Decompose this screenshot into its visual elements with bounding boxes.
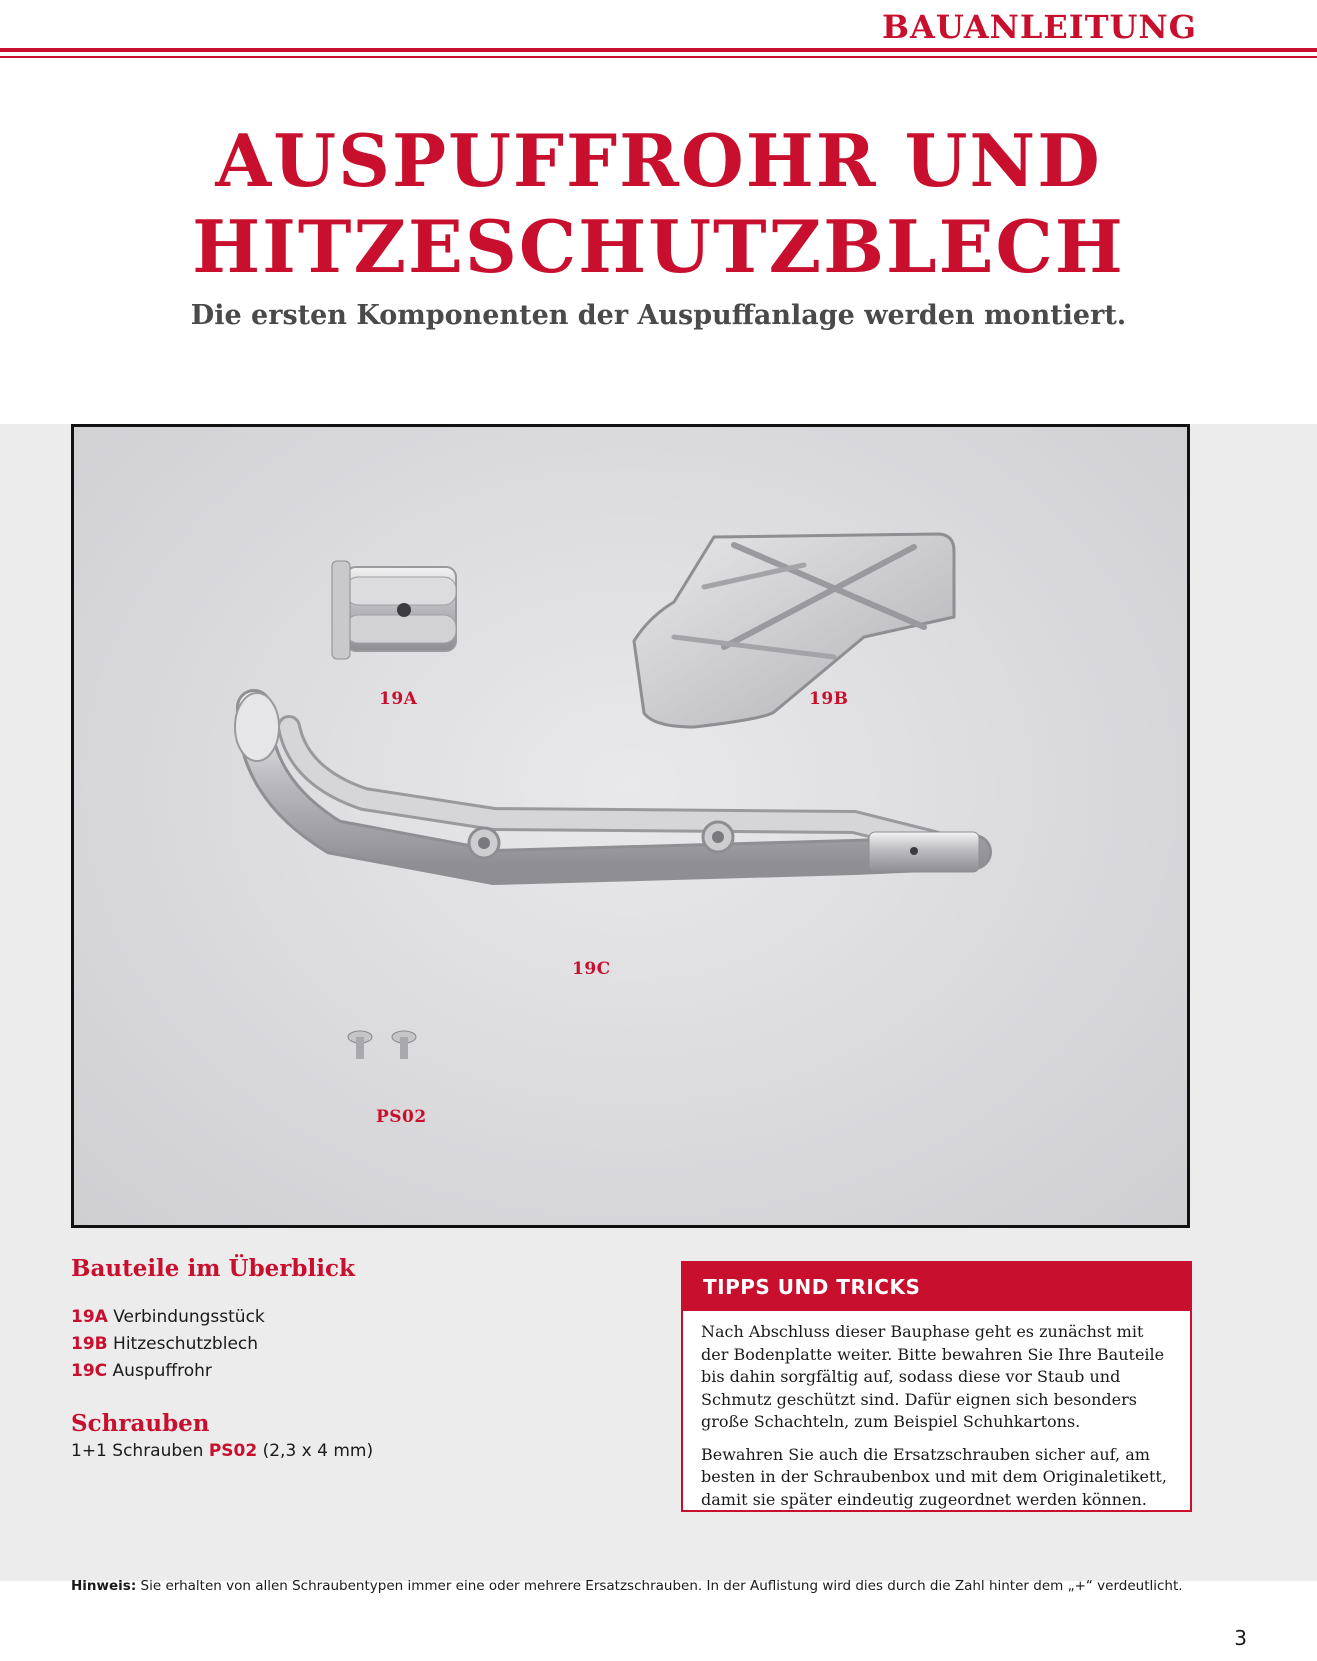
part-code: 19B (71, 1334, 108, 1354)
parts-heading: Bauteile im Überblick (71, 1255, 355, 1282)
part-ps02-screws (348, 1031, 416, 1059)
parts-photo (71, 424, 1190, 1228)
screws-suffix: (2,3 x 4 mm) (262, 1441, 374, 1461)
tips-paragraph-1: Nach Abschluss dieser Bauphase geht es zunächst mit der Bodenplatte weiter. Bitte bewahren Sie Ihre Bauteile bis dahin sorgfältig auf, sodass diese vor Staub und Schmutz geschützt sind. Dafür eignen sich besonders große Schachteln, zum Beispiel Schuhkartons. (701, 1322, 1165, 1431)
parts-list-item (71, 1358, 265, 1385)
part-name: Verbindungsstück (113, 1307, 265, 1327)
page-title-line1: AUSPUFFROHR UND (215, 118, 1102, 203)
footnote (71, 1578, 1251, 1594)
page-subtitle: Die ersten Komponenten der Auspuffanlage werden montiert. (190, 300, 1127, 331)
tips-paragraph-2: Bewahren Sie auch die Ersatzschrauben sicher auf, am besten in der Schraubenbox und mit dem Originaletikett, damit sie später eindeutig zugeordnet werden können. (701, 1444, 1167, 1509)
screws-code: PS02 (208, 1441, 258, 1461)
header-section-label: BAUANLEITUNG (881, 8, 1197, 46)
screws-line (71, 1441, 373, 1461)
header-rule-thin (0, 56, 1317, 58)
header-rule-thick (0, 48, 1317, 52)
label-19b: 19B (809, 689, 849, 709)
tips-box (681, 1261, 1192, 1512)
part-19b-heat-shield (634, 534, 954, 727)
parts-list (71, 1304, 265, 1385)
tips-body (683, 1311, 1190, 1511)
footnote-label: Hinweis: (71, 1578, 137, 1594)
screws-heading: Schrauben (71, 1410, 210, 1437)
screws-prefix: 1+1 Schrauben (71, 1441, 204, 1461)
label-19a: 19A (379, 689, 418, 709)
part-name: Hitzeschutzblech (113, 1334, 259, 1354)
tips-heading: TIPPS UND TRICKS (683, 1263, 1190, 1311)
parts-list-item (71, 1304, 265, 1331)
part-19c-exhaust-pipe (235, 693, 979, 872)
parts-list-item (71, 1331, 265, 1358)
label-19c: 19C (572, 959, 611, 979)
parts-photo-drawing (74, 427, 1187, 1225)
label-ps02: PS02 (376, 1107, 427, 1127)
page-title-line2: HITZESCHUTZBLECH (192, 204, 1125, 289)
page-title (0, 118, 1317, 290)
part-code: 19A (71, 1307, 108, 1327)
part-code: 19C (71, 1361, 108, 1381)
part-19a-connector (332, 561, 456, 659)
part-name: Auspuffrohr (112, 1361, 212, 1381)
page-number: 3 (1234, 1626, 1247, 1650)
footnote-text: Sie erhalten von allen Schraubentypen immer eine oder mehrere Ersatzschrauben. In der Auflistung wird dies durch die Zahl hinter dem „+“ verdeutlicht. (140, 1578, 1183, 1594)
